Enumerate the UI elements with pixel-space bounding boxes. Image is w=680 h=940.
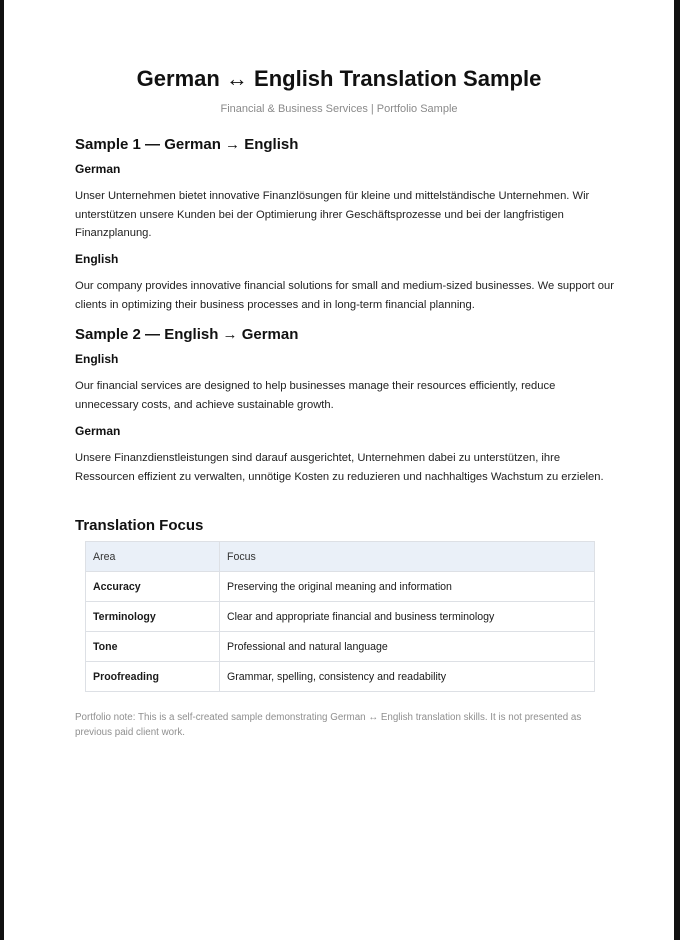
area-cell: Proofreading: [86, 662, 220, 692]
sample1-source-text: Unser Unternehmen bietet innovative Finanzlösungen für kleine und mittelständische Unternehmen. Wir unterstützen unsere Kunden bei der Optimierung ihrer Geschäftsprozesse und bei der langfristigen Finanzplanung.: [75, 190, 590, 239]
table-row: [86, 602, 595, 632]
sample1-target-text: Our company provides innovative financial solutions for small and medium-sized businesses. We support our clients in optimizing their business processes and in long-term financial planning.: [75, 280, 614, 311]
sample2-heading: Sample 2 — English → German: [75, 326, 299, 343]
area-cell: Accuracy: [86, 572, 220, 602]
table-row: [86, 632, 595, 662]
column-header-area: Area: [86, 542, 220, 572]
sample1-target-label: English: [75, 252, 119, 266]
table-row: [86, 662, 595, 692]
sample1-source-label: German: [75, 162, 121, 176]
document-subtitle: Financial & Business Services | Portfolio Sample: [220, 103, 458, 115]
focus-table: [85, 541, 595, 692]
focus-cell: Preserving the original meaning and information: [220, 572, 595, 602]
sample1-heading: Sample 1 — German → English: [75, 136, 299, 153]
document-page: [4, 0, 674, 940]
sample2-source-text: Our financial services are designed to help businesses manage their resources efficiently, reduce unnecessary costs, and achieve sustainable growth.: [75, 380, 556, 411]
focus-heading: Translation Focus: [75, 517, 204, 534]
sample2-source-label: English: [75, 352, 119, 366]
portfolio-note: Portfolio note: This is a self-created sample demonstrating German ↔ English translation skills. It is not presented as previous paid client work.: [75, 712, 582, 738]
sample2-target-label: German: [75, 424, 121, 438]
area-cell: Terminology: [86, 602, 220, 632]
column-header-focus: Focus: [220, 542, 595, 572]
focus-cell: Clear and appropriate financial and business terminology: [220, 602, 595, 632]
area-cell: Tone: [86, 632, 220, 662]
table-row: [86, 572, 595, 602]
table-header-row: [86, 542, 595, 572]
focus-cell: Grammar, spelling, consistency and readability: [220, 662, 595, 692]
document-title: German ↔ English Translation Sample: [136, 66, 542, 91]
focus-cell: Professional and natural language: [220, 632, 595, 662]
sample2-target-text: Unsere Finanzdienstleistungen sind darauf ausgerichtet, Unternehmen dabei zu unterstützen, ihre Ressourcen effizient zu verwalten, unnötige Kosten zu reduzieren und nachhaltiges Wachstum zu erzielen.: [75, 452, 604, 483]
